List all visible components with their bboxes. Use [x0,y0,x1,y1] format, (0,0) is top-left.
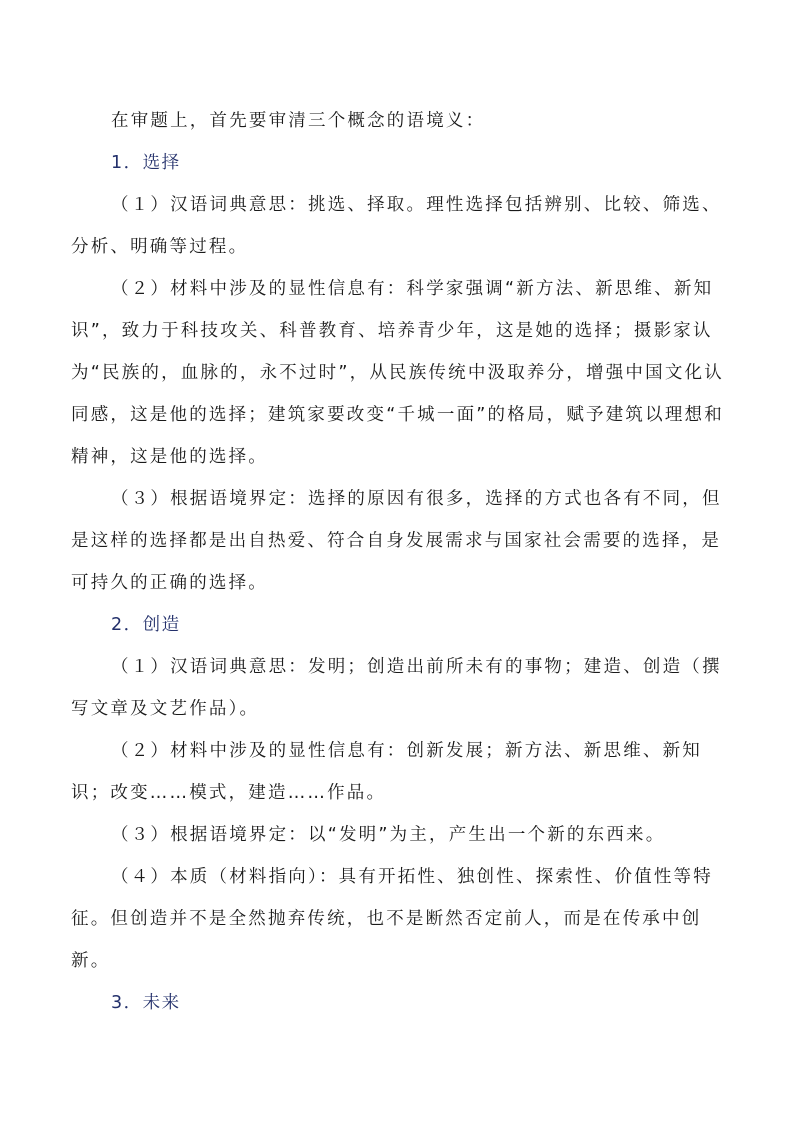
intro-paragraph: 在审题上，首先要审清三个概念的语境义： [111,111,486,131]
section-heading-choice: 1．选择 [111,153,181,173]
paragraph: （２）材料中涉及的显性信息有：创新发展；新方法、新思维、新知识；改变……模式，建造……作品。 [71,741,702,803]
section-heading-future: 3．未来 [111,993,181,1013]
paragraph: （１）汉语词典意思：挑选、择取。理性选择包括辨别、比较、筛选、分析、明确等过程。 [71,195,722,257]
document-body [71,100,733,1024]
paragraph: （２）材料中涉及的显性信息有：科学家强调“新方法、新思维、新知识”，致力于科技攻关、科普教育、培养青少年，这是她的选择；摄影家认为“民族的，血脉的，永不过时”，从民族传统中汲取养分，增强中国文化认同感，这是他的选择；建筑家要改变“千城一面”的格局，赋予建筑以理想和精神，这是他的选择。 [71,279,724,467]
paragraph: （４）本质（材料指向）：具有开拓性、独创性、探索性、价值性等特征。但创造并不是全然抛弃传统，也不是断然否定前人，而是在传承中创新。 [71,867,713,971]
paragraph: （３）根据语境界定：选择的原因有很多，选择的方式也各有不同，但是这样的选择都是出自热爱、符合自身发展需求与国家社会需要的选择，是可持久的正确的选择。 [71,489,722,593]
paragraph: （１）汉语词典意思：发明；创造出前所未有的事物；建造、创造（撰写文章及文艺作品）。 [71,657,722,719]
paragraph: （３）根据语境界定：以“发明”为主，产生出一个新的东西来。 [111,825,666,845]
section-heading-create: 2．创造 [111,615,181,635]
